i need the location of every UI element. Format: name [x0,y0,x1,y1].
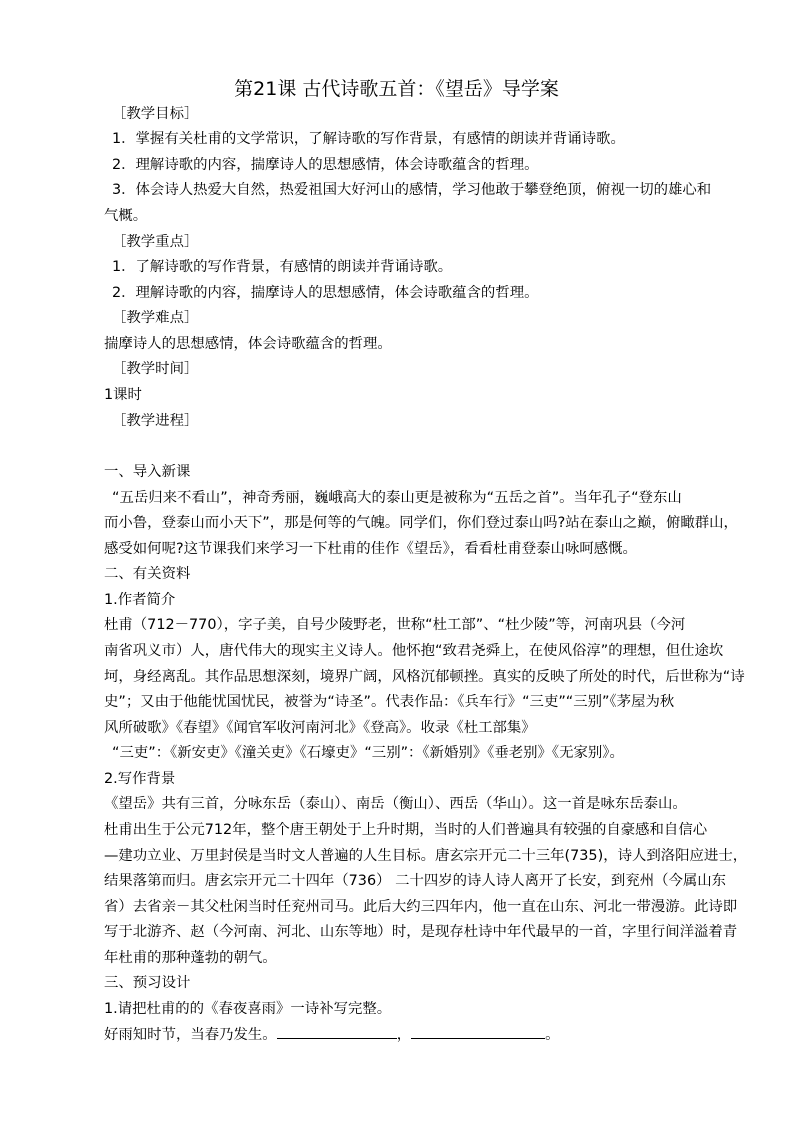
page-title: 第21课 古代诗歌五首：《望岳》导学案 [234,78,559,100]
background-para-2-line-1: 杜甫出生于公元712年，整个唐王朝处于上升时期，当时的人们普遍具有较强的自豪感和自信心 [104,822,708,838]
objective-2: 2．理解诗歌的内容，揣摩诗人的思想感情，体会诗歌蕴含的哲理。 [112,157,539,173]
author-para-line-4: 史”；又由于他能忧国忧民，被誉为“诗圣”。代表作品：《兵车行》“三吏”“三别”《茅屋为秋 [104,694,675,710]
section-heading-time: ［教学时间］ [112,361,199,377]
heading-background: 2.写作背景 [104,771,176,787]
section-heading-key-points: ［教学重点］ [112,234,199,250]
author-para-line-3: 坷，身经离乱。其作品思想深刻，境界广阔，风格沉郁顿挫。真实的反映了所处的时代，后世称为“诗 [104,669,745,685]
heading-author: 1.作者简介 [104,592,176,608]
heading-materials: 二、有关资料 [104,566,191,582]
background-para-2-line-6: 年杜甫的那种蓬勃的朝气。 [104,950,277,966]
key-point-1: 1．了解诗歌的写作背景，有感情的朗读并背诵诗歌。 [112,259,453,275]
section-heading-difficulties: ［教学难点］ [112,310,199,326]
objective-1: 1．掌握有关杜甫的文学常识，了解诗歌的写作背景，有感情的朗读并背诵诗歌。 [112,131,625,147]
background-para-2-line-2: —建功立业、万里封侯是当时文人普遍的人生目标。唐玄宗开元二十三年(735)，诗人到洛阳应进士， [104,848,748,864]
background-para-2-line-3: 结果落第而归。唐玄宗开元二十四年（736） 二十四岁的诗人诗人离开了长安，到兖州（今属山东 [104,873,727,889]
fill-blank-2[interactable] [411,1024,545,1039]
author-para-line-2: 南省巩义市）人，唐代伟大的现实主义诗人。他怀抱“致君尧舜上，在使风俗淳”的理想，但仕途坎 [104,643,724,659]
background-para-1: 《望岳》共有三首，分咏东岳（泰山）、南岳（衡山）、西岳（华山）。这一首是咏东岳泰山。 [104,796,687,812]
fill-blank-1[interactable] [277,1024,397,1039]
background-para-2-line-4: 省）去省亲－其父杜闲当时任兖州司马。此后大约三四年内，他一直在山东、河北一带漫游。此诗即 [104,899,738,915]
section-heading-process: ［教学进程］ [112,413,199,429]
time-text: 1课时 [104,387,142,403]
intro-para-line-1: “五岳归来不看山”，神奇秀丽，巍峨高大的泰山更是被称为“五岳之首”。当年孔子“登东山 [112,490,682,506]
poem-fill-line [104,1024,560,1045]
key-point-2: 2．理解诗歌的内容，揣摩诗人的思想感情，体会诗歌蕴含的哲理。 [112,285,539,301]
objective-3: 3．体会诗人热爱大自然，热爱祖国大好河山的感情，学习他敢于攀登绝顶，俯视一切的雄心和 [112,182,712,198]
author-works-line: “三吏”：《新安吏》《潼关吏》《石壕吏》“三别”：《新婚别》《垂老别》《无家别》。 [112,745,624,761]
preview-question-1: 1.请把杜甫的的《春夜喜雨》一诗补写完整。 [104,1001,392,1017]
section-heading-objectives: ［教学目标］ [112,106,199,122]
objective-3-cont: 气概。 [104,208,148,224]
author-para-line-1: 杜甫（712－770），字子美，自号少陵野老，世称“杜工部”、“杜少陵”等，河南巩县（今河 [104,617,686,633]
intro-para-line-3: 感受如何呢?这节课我们来学习一下杜甫的佳作《望岳》，看看杜甫登泰山咏呵感慨。 [104,541,637,557]
poem-fill-end: 。 [545,1027,560,1043]
poem-fill-prefix: 好雨知时节，当春乃发生。 [104,1027,277,1043]
author-para-line-5: 风所破歌》《春望》《闻官军收河南河北》《登高》。收录《杜工部集》 [104,720,536,736]
background-para-2-line-5: 写于北游齐、赵（今河南、河北、山东等地）时，是现存杜诗中年代最早的一首，字里行间洋溢着青 [104,924,738,940]
difficulty-text: 揣摩诗人的思想感情，体会诗歌蕴含的哲理。 [104,336,392,352]
heading-intro: 一、导入新课 [104,464,191,480]
poem-fill-sep: ， [396,1027,412,1043]
heading-preview: 三、预习设计 [104,975,191,991]
intro-para-line-2: 而小鲁，登泰山而小天下”，那是何等的气魄。同学们，你们登过泰山吗?站在泰山之巅，俯瞰群山， [104,515,738,531]
